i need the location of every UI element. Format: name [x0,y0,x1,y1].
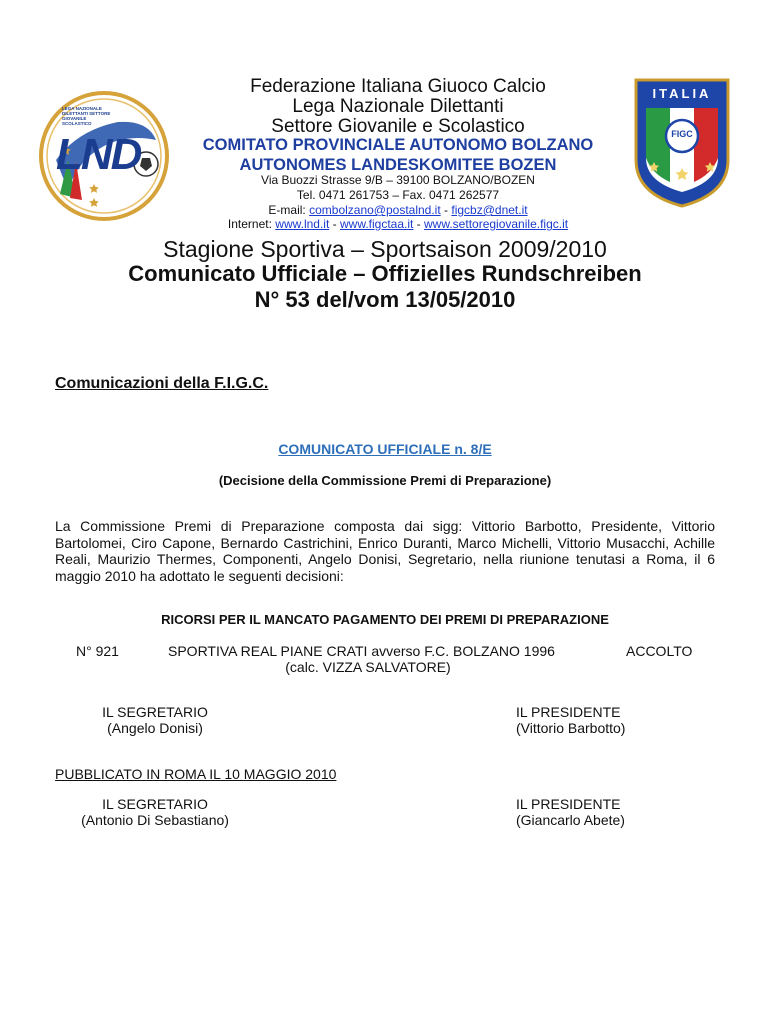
signature-secretary-role-1: IL SEGRETARIO [102,704,208,720]
case-detail: (calc. VIZZA SALVATORE) [285,659,451,675]
paragraph-line-3: Reali, Maurizio Thermes, Componenti, Angelo Donisi, Segretario, nella riunione tenutasi a Roma, il 6 [55,551,715,567]
web-link-3[interactable]: www.settoregiovanile.figc.it [424,217,569,231]
signature-president-role-2: IL PRESIDENTE [516,796,621,812]
case-number: N° 921 [76,643,119,659]
figc-italia-text: ITALIA [652,86,712,101]
signature-president-name-1: (Vittorio Barbotto) [516,720,626,736]
email-link-1[interactable]: combolzano@postalnd.it [309,203,441,217]
lnd-caption: LEGA NAZIONALE DILETTANTI SETTORE GIOVANILE SCOLASTICO [62,106,111,126]
internet-label: Internet: [227,217,276,231]
paragraph-line-1: La Commissione Premi di Preparazione composta dai sigg: Vittorio Barbotto, Presidente, Vittorio [55,518,715,534]
case-description: SPORTIVA REAL PIANE CRATI avverso F.C. BOLZANO 1996 [168,643,555,659]
com-subtitle: (Decisione della Commissione Premi di Preparazione) [218,473,552,488]
figc-crest [632,76,732,210]
published-line: PUBBLICATO IN ROMA IL 10 MAGGIO 2010 [55,766,337,782]
header-internet-line [160,217,636,232]
web-separator-1: - [329,217,340,231]
signature-president-role-1: IL PRESIDENTE [516,704,621,720]
paragraph-line-4: maggio 2010 ha adottato le seguenti decisioni: [55,567,344,584]
signature-secretary-role-2: IL SEGRETARIO [102,796,208,812]
header-federation: Federazione Italiana Giuoco Calcio [250,76,546,97]
header-email-line [160,203,636,218]
header-address: Via Buozzi Strasse 9/B – 39100 BOLZANO/BOZEN [261,173,535,187]
case-outcome: ACCOLTO [626,643,693,659]
paragraph-line-2: Bartolomei, Ciro Capone, Bernardo Castrichini, Enrico Duranti, Marco Michelli, Vittorio Musacchi, Achille [55,534,715,551]
web-link-1[interactable]: www.lnd.it [275,217,330,231]
ricorsi-heading: RICORSI PER IL MANCATO PAGAMENTO DEI PREMI DI PREPARAZIONE [161,612,609,627]
web-link-2[interactable]: www.figctaa.it [339,217,414,231]
header-committee-it: COMITATO PROVINCIALE AUTONOMO BOLZANO [202,136,594,154]
email-separator: - [440,203,452,217]
email-label: E-mail: [268,203,310,217]
header-sector: Settore Giovanile e Scolastico [271,116,525,137]
figc-badge-text: FIGC [671,129,693,139]
web-separator-2: - [413,217,425,231]
lnd-logo [38,90,170,222]
communique-number: N° 53 del/vom 13/05/2010 [254,287,516,312]
header-league: Lega Nazionale Dilettanti [292,96,504,117]
com-title: COMUNICATO UFFICIALE n. 8/E [278,441,492,457]
signature-secretary-name-2: (Antonio Di Sebastiano) [81,812,229,828]
header-phone: Tel. 0471 261753 – Fax. 0471 262577 [296,188,500,202]
communique-title: Comunicato Ufficiale – Offizielles Rundschreiben [128,261,642,286]
signature-president-name-2: (Giancarlo Abete) [516,812,625,828]
header-committee-de: AUTONOMES LANDESKOMITEE BOZEN [239,156,557,174]
season-title: Stagione Sportiva – Sportsaison 2009/2010 [163,236,607,262]
email-link-2[interactable]: figcbz@dnet.it [451,203,528,217]
section-heading: Comunicazioni della F.I.G.C. [55,375,269,392]
lnd-letters: LND [56,130,141,179]
signature-secretary-name-1: (Angelo Donisi) [107,720,203,736]
decision-paragraph [55,518,715,584]
